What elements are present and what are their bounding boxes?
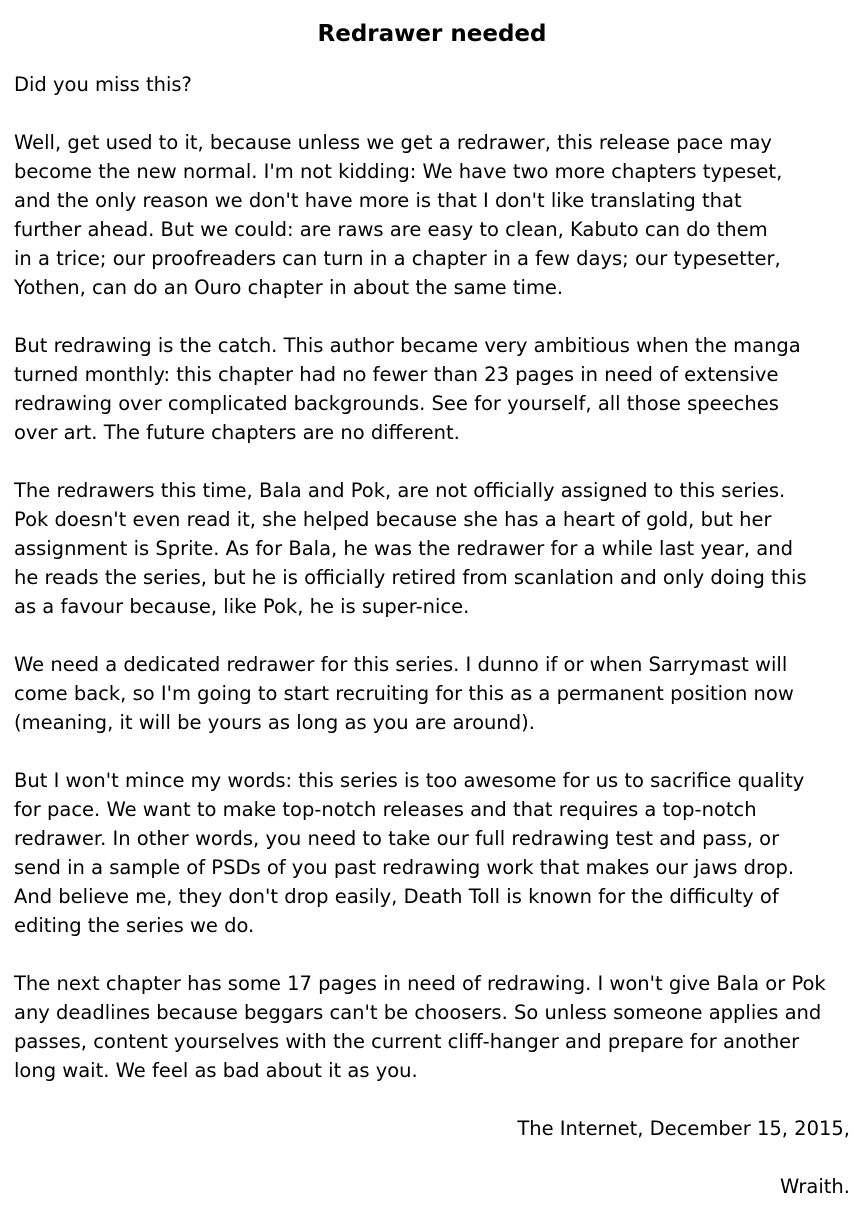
text-line: as a favour because, like Pok, he is super-nice. bbox=[14, 595, 470, 618]
page-title: Redrawer needed bbox=[317, 21, 547, 47]
text-line: send in a sample of PSDs of you past redrawing work that makes our jaws drop. bbox=[14, 856, 795, 879]
document-page bbox=[14, 18, 850, 1230]
text-line: redrawer. In other words, you need to take our full redrawing test and pass, or bbox=[14, 827, 780, 850]
text-line: over art. The future chapters are no different. bbox=[14, 421, 460, 444]
text-line: Well, get used to it, because unless we get a redrawer, this release pace may bbox=[14, 131, 772, 154]
text-line: The next chapter has some 17 pages in need of redrawing. I won't give Bala or Pok bbox=[14, 972, 826, 995]
paragraph bbox=[14, 331, 850, 447]
signoff-place-date: The Internet, December 15, 2015, bbox=[517, 1117, 850, 1140]
text-line: Pok doesn't even read it, she helped because she has a heart of gold, but her bbox=[14, 508, 772, 531]
text-line: in a trice; our proofreaders can turn in a chapter in a few days; our typesetter, bbox=[14, 247, 781, 270]
text-line: become the new normal. I'm not kidding: We have two more chapters typeset, bbox=[14, 160, 783, 183]
paragraph bbox=[14, 476, 850, 621]
text-line: further ahead. But we could: are raws are easy to clean, Kabuto can do them bbox=[14, 218, 768, 241]
text-line: assignment is Sprite. As for Bala, he was the redrawer for a while last year, and bbox=[14, 537, 793, 560]
text-line: editing the series we do. bbox=[14, 914, 255, 937]
text-line: (meaning, it will be yours as long as you are around). bbox=[14, 711, 535, 734]
text-line: But redrawing is the catch. This author became very ambitious when the manga bbox=[14, 334, 801, 357]
text-line: redrawing over complicated backgrounds. See for yourself, all those speeches bbox=[14, 392, 779, 415]
text-line: come back, so I'm going to start recruiting for this as a permanent position now bbox=[14, 682, 794, 705]
body-text bbox=[14, 70, 850, 1085]
paragraph bbox=[14, 766, 850, 940]
text-line: turned monthly: this chapter had no fewer than 23 pages in need of extensive bbox=[14, 363, 779, 386]
text-line: And believe me, they don't drop easily, Death Toll is known for the difficulty of bbox=[14, 885, 779, 908]
text-line: for pace. We want to make top-notch releases and that requires a top-notch bbox=[14, 798, 757, 821]
text-line: Did you miss this? bbox=[14, 73, 192, 96]
paragraph bbox=[14, 128, 850, 302]
text-line: We need a dedicated redrawer for this series. I dunno if or when Sarrymast will bbox=[14, 653, 788, 676]
text-line: long wait. We feel as bad about it as you. bbox=[14, 1059, 418, 1082]
text-line: any deadlines because beggars can't be choosers. So unless someone applies and bbox=[14, 1001, 822, 1024]
text-line: Yothen, can do an Ouro chapter in about the same time. bbox=[14, 276, 564, 299]
text-line: passes, content yourselves with the current cliff-hanger and prepare for another bbox=[14, 1030, 800, 1053]
text-line: The redrawers this time, Bala and Pok, are not officially assigned to this series. bbox=[14, 479, 786, 502]
paragraph bbox=[14, 650, 850, 737]
text-line: But I won't mince my words: this series is too awesome for us to sacrifice quality bbox=[14, 769, 805, 792]
paragraph bbox=[14, 70, 850, 99]
paragraph bbox=[14, 969, 850, 1085]
text-line: he reads the series, but he is officially retired from scanlation and only doing this bbox=[14, 566, 807, 589]
signoff-author: Wraith. bbox=[780, 1175, 850, 1198]
text-line: and the only reason we don't have more is that I don't like translating that bbox=[14, 189, 742, 212]
